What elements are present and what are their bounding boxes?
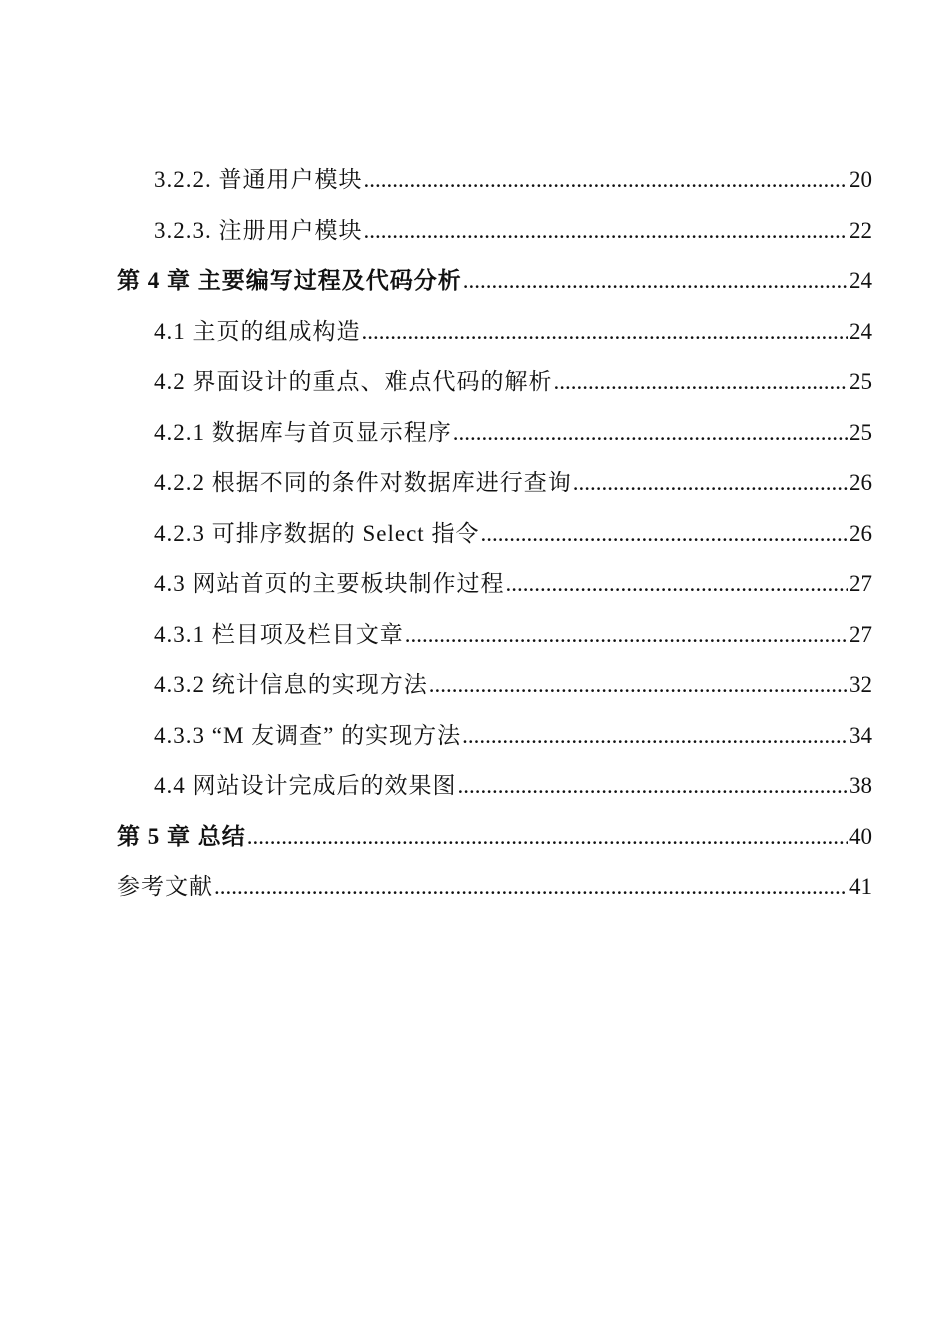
toc-entry[interactable]: [0, 307, 950, 358]
toc-dot-leader: [462, 721, 848, 751]
toc-entry-chapter[interactable]: [0, 256, 950, 307]
toc-entry-page: 25: [849, 419, 872, 445]
toc-entry-page: 22: [849, 217, 872, 243]
toc-entry-title: 4.2 界面设计的重点、难点代码的解析: [154, 369, 553, 394]
toc-dot-leader: [247, 822, 848, 852]
toc-entry[interactable]: [0, 408, 950, 459]
toc-entry-page: 40: [849, 823, 872, 849]
toc-entry-title: 4.3.2 统计信息的实现方法: [154, 672, 428, 697]
toc-dot-leader: [480, 519, 848, 549]
toc-dot-leader: [458, 771, 849, 801]
toc-entry-page: 34: [849, 722, 872, 748]
toc-entry[interactable]: [0, 660, 950, 711]
toc-dot-leader: [506, 569, 849, 599]
toc-entry[interactable]: [0, 761, 950, 812]
toc-entry-title: 4.2.1 数据库与首页显示程序: [154, 419, 452, 445]
toc-entry-title: 4.2.3 可排序数据的 Select 指令: [154, 520, 480, 546]
toc-entry-title: 3.2.2. 普通用户模块: [154, 167, 363, 192]
toc-entry-title: 4.3.1 栏目项及栏目文章: [154, 621, 404, 647]
toc-entry[interactable]: [0, 610, 950, 661]
toc-entry-title: 4.1 主页的组成构造: [154, 318, 361, 344]
toc-entry-title: 4.3 网站首页的主要板块制作过程: [154, 571, 505, 596]
toc-entry-title: 第 5 章 总结: [117, 823, 246, 849]
table-of-contents: [0, 155, 950, 913]
toc-dot-leader: [463, 266, 848, 296]
toc-entry-title: 4.2.2 根据不同的条件对数据库进行查询: [154, 470, 572, 495]
toc-entry-title: 4.4 网站设计完成后的效果图: [154, 773, 457, 798]
toc-entry-page: 41: [849, 874, 872, 899]
toc-dot-leader: [405, 620, 848, 650]
toc-entry-page: 26: [849, 520, 872, 546]
toc-dot-leader: [364, 216, 849, 246]
toc-dot-leader: [214, 872, 848, 902]
toc-entry[interactable]: [0, 559, 950, 610]
toc-entry[interactable]: [0, 206, 950, 257]
toc-entry[interactable]: [0, 509, 950, 560]
toc-entry-page: 24: [849, 268, 872, 293]
toc-entry-page: 24: [849, 318, 872, 344]
toc-dot-leader: [362, 317, 849, 347]
toc-entry-page: 20: [849, 167, 872, 192]
toc-entry-chapter[interactable]: [0, 812, 950, 863]
toc-dot-leader: [429, 670, 848, 700]
toc-entry-title: 参考文献: [117, 874, 213, 899]
toc-entry-page: 25: [849, 369, 872, 394]
toc-dot-leader: [453, 418, 848, 448]
toc-entry-page: 32: [849, 672, 872, 697]
toc-dot-leader: [573, 468, 848, 498]
toc-dot-leader: [554, 367, 849, 397]
toc-entry[interactable]: [0, 155, 950, 206]
toc-entry-title: 4.3.3 “M 友调查” 的实现方法: [154, 722, 462, 748]
toc-entry-title: 第 4 章 主要编写过程及代码分析: [117, 268, 462, 293]
toc-dot-leader: [364, 165, 849, 195]
toc-entry-page: 27: [849, 571, 872, 596]
toc-entry-page: 26: [849, 470, 872, 495]
toc-entry[interactable]: [0, 711, 950, 762]
toc-entry-page: 38: [849, 773, 872, 798]
toc-entry[interactable]: [0, 458, 950, 509]
toc-entry[interactable]: [0, 357, 950, 408]
toc-entry-references[interactable]: [0, 862, 950, 913]
toc-entry-title: 3.2.3. 注册用户模块: [154, 217, 363, 243]
toc-entry-page: 27: [849, 621, 872, 647]
